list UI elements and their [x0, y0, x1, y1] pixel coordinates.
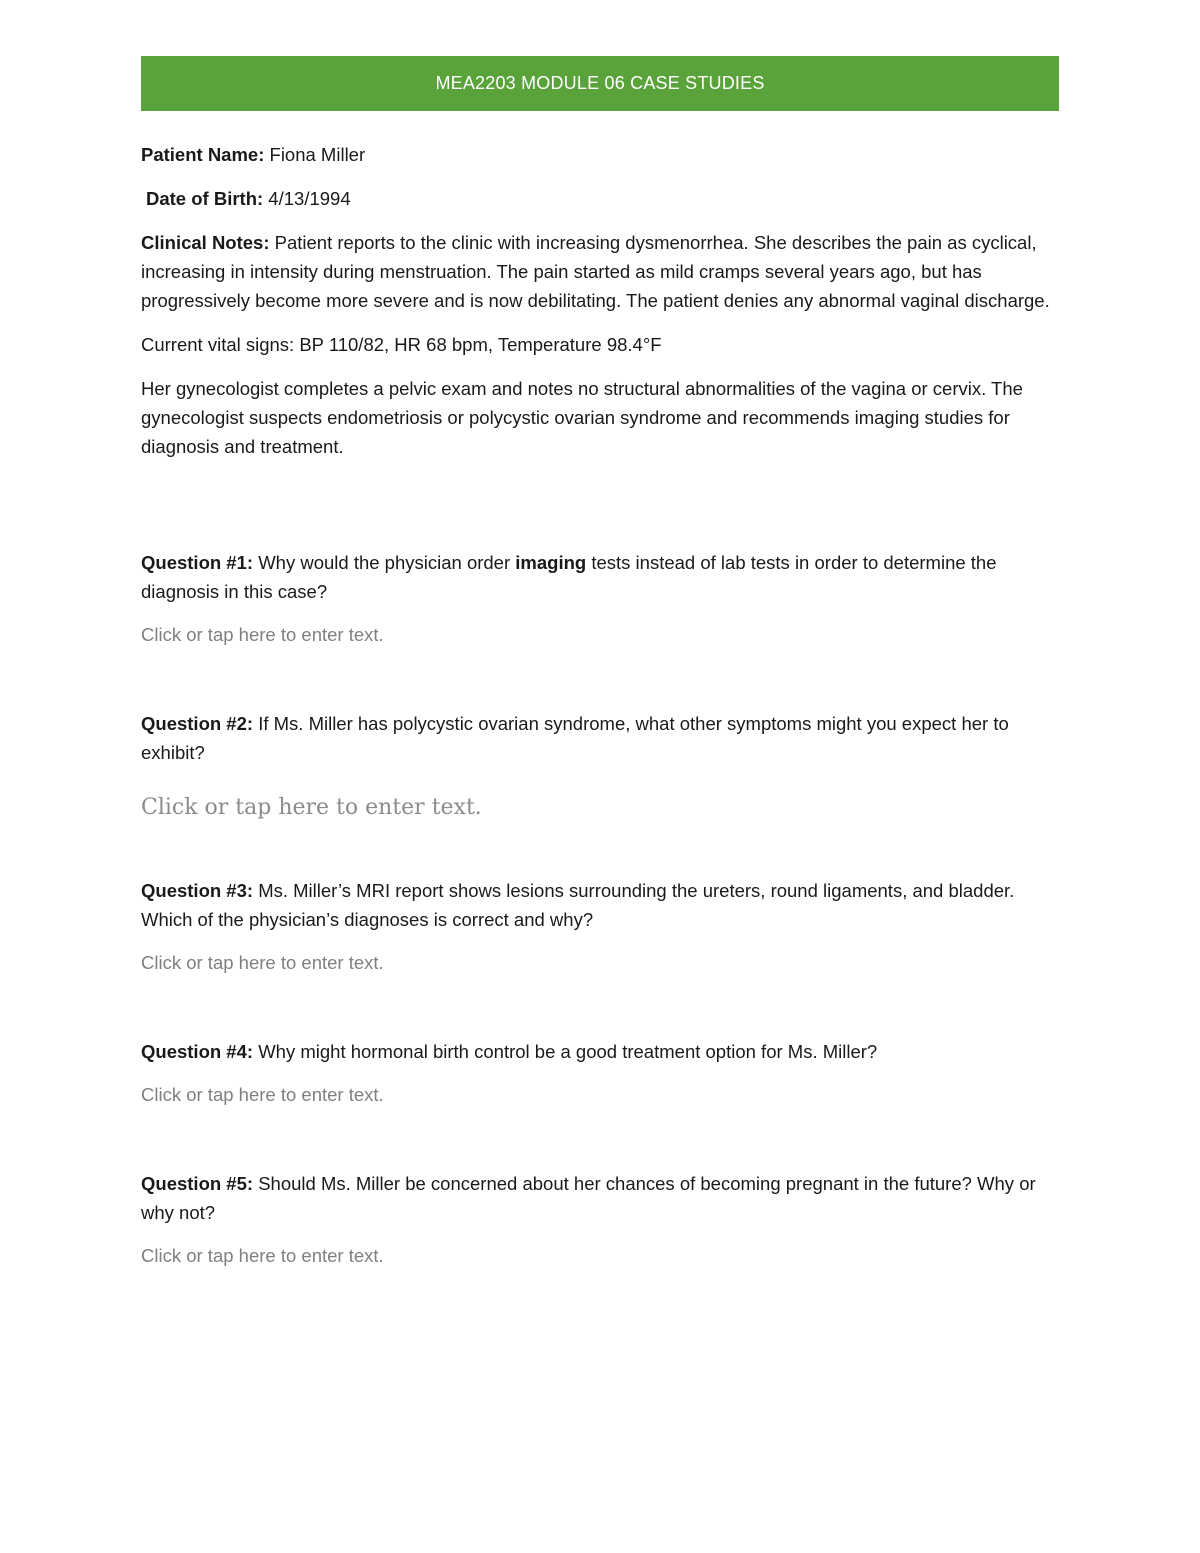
answer-field-2[interactable]: Click or tap here to enter text.: [141, 795, 482, 820]
case-content: [141, 140, 1059, 476]
question-5-label: Question #5:: [141, 1173, 254, 1194]
question-3-body: Ms. Miller’s MRI report shows lesions surrounding the ureters, round ligaments, and bladder. Which of the physician’s diagnoses is correct and why?: [141, 880, 1015, 930]
question-1-text-start: Why would the physician order: [253, 552, 516, 573]
question-1-text-end: tests instead of lab tests in order to determine the diagnosis in this case?: [141, 552, 997, 602]
patient-name-value: Fiona Miller: [264, 144, 366, 165]
question-1-label: Question #1:: [141, 552, 254, 573]
question-5-body: Should Ms. Miller be concerned about her chances of becoming pregnant in the future? Why or why not?: [141, 1173, 1036, 1223]
clinical-notes: [141, 228, 1059, 315]
question-2: [141, 709, 1059, 822]
question-1-text: [141, 548, 1059, 606]
question-2-body: If Ms. Miller has polycystic ovarian syndrome, what other symptoms might you expect her to exhibit?: [141, 713, 1009, 763]
patient-name-line: [141, 140, 1059, 169]
question-3: [141, 876, 1059, 977]
question-5-text: [141, 1169, 1059, 1227]
question-4: [141, 1037, 1059, 1109]
answer-field-3[interactable]: Click or tap here to enter text.: [141, 952, 384, 973]
question-2-text: [141, 709, 1059, 767]
dob-line: [141, 184, 1059, 213]
answer-field-4[interactable]: Click or tap here to enter text.: [141, 1084, 384, 1105]
question-2-label: Question #2:: [141, 713, 254, 734]
question-3-label: Question #3:: [141, 880, 254, 901]
gynecologist-exam: Her gynecologist completes a pelvic exam and notes no structural abnormalities of the vagina or cervix. The gynecologist suspects endometriosis or polycystic ovarian syndrome and recommends imaging studies for diagnosis and treatment.: [141, 378, 1023, 457]
clinical-notes-text: Patient reports to the clinic with increasing dysmenorrhea. She describes the pain as cyclical, increasing in intensity during menstruation. The pain started as mild cramps several years ago, but has progressively become more severe and is now debilitating. The patient denies any abnormal vaginal discharge.: [141, 232, 1050, 311]
dob-value: 4/13/1994: [263, 188, 351, 209]
dob-label: Date of Birth:: [146, 188, 264, 209]
question-4-label: Question #4:: [141, 1041, 254, 1062]
document-title: MEA2203 MODULE 06 CASE STUDIES: [435, 73, 765, 93]
question-1-emphasis: imaging: [515, 552, 587, 573]
question-4-text: [141, 1037, 1059, 1066]
question-3-text: [141, 876, 1059, 934]
patient-name-label: Patient Name:: [141, 144, 265, 165]
clinical-notes-label: Clinical Notes:: [141, 232, 270, 253]
vital-signs: Current vital signs: BP 110/82, HR 68 bpm, Temperature 98.4°F: [141, 334, 662, 355]
question-4-body: Why might hormonal birth control be a good treatment option for Ms. Miller?: [253, 1041, 878, 1062]
question-1: [141, 548, 1059, 649]
header-banner: [141, 56, 1059, 111]
answer-field-5[interactable]: Click or tap here to enter text.: [141, 1245, 384, 1266]
question-5: [141, 1169, 1059, 1270]
answer-field-1[interactable]: Click or tap here to enter text.: [141, 624, 384, 645]
